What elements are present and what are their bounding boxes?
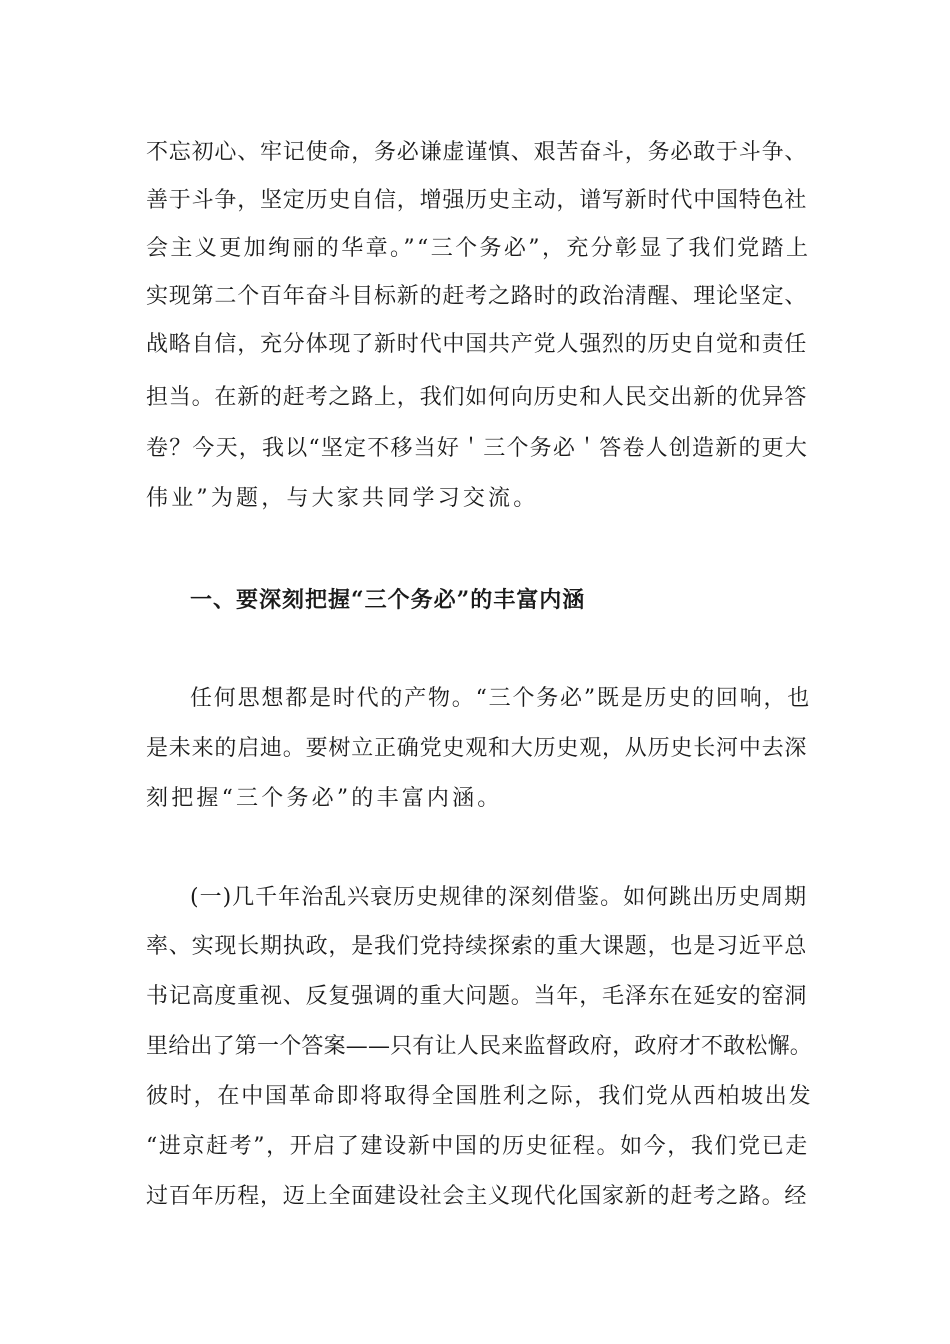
paragraph-line: 实现第二个百年奋斗目标新的赶考之路时的政治清醒、理论坚定、 bbox=[146, 284, 808, 309]
paragraph-line: 担当。在新的赶考之路上，我们如何向历史和人民交出新的优异答 bbox=[146, 385, 808, 410]
paragraph-line: 战略自信，充分体现了新时代中国共产党人强烈的历史自觉和责任 bbox=[146, 332, 808, 357]
paragraph-line: 任何思想都是时代的产物。“三个务必”既是历史的回响，也 bbox=[190, 686, 812, 711]
paragraph-line: 彼时，在中国革命即将取得全国胜利之际，我们党从西柏坡出发 bbox=[146, 1084, 813, 1109]
paragraph-line: 是未来的启迪。要树立正确党史观和大历史观，从历史长河中去深 bbox=[146, 736, 808, 761]
paragraph-line: 过百年历程，迈上全面建设社会主义现代化国家新的赶考之路。经 bbox=[146, 1184, 808, 1209]
paragraph-line: 书记高度重视、反复强调的重大问题。当年，毛泽东在延安的窑洞 bbox=[146, 984, 808, 1009]
paragraph-line: 卷？今天，我以“坚定不移当好＇三个务必＇答卷人创造新的更大 bbox=[146, 436, 809, 461]
paragraph-line: 刻把握“三个务必”的丰富内涵。 bbox=[146, 786, 503, 811]
paragraph-line: 会主义更加绚丽的华章。”“三个务必”，充分彰显了我们党踏上 bbox=[146, 236, 811, 261]
paragraph-line: 里给出了第一个答案——只有让人民来监督政府，政府才不敢松懈。 bbox=[146, 1034, 813, 1059]
paragraph-line: (一)几千年治乱兴衰历史规律的深刻借鉴。如何跳出历史周期 bbox=[190, 885, 808, 910]
paragraph-line: 伟业”为题，与大家共同学习交流。 bbox=[146, 486, 539, 511]
paragraph-line: 率、实现长期执政，是我们党持续探索的重大课题，也是习近平总 bbox=[146, 934, 808, 959]
paragraph-line: 善于斗争，坚定历史自信，增强历史主动，谱写新时代中国特色社 bbox=[146, 188, 808, 213]
section-heading: 一、要深刻把握“三个务必”的丰富内涵 bbox=[190, 587, 586, 613]
paragraph-line: “进京赶考”，开启了建设新中国的历史征程。如今，我们党已走 bbox=[146, 1134, 809, 1159]
paragraph-line: 不忘初心、牢记使命，务必谦虚谨慎、艰苦奋斗，务必敢于斗争、 bbox=[146, 140, 808, 165]
